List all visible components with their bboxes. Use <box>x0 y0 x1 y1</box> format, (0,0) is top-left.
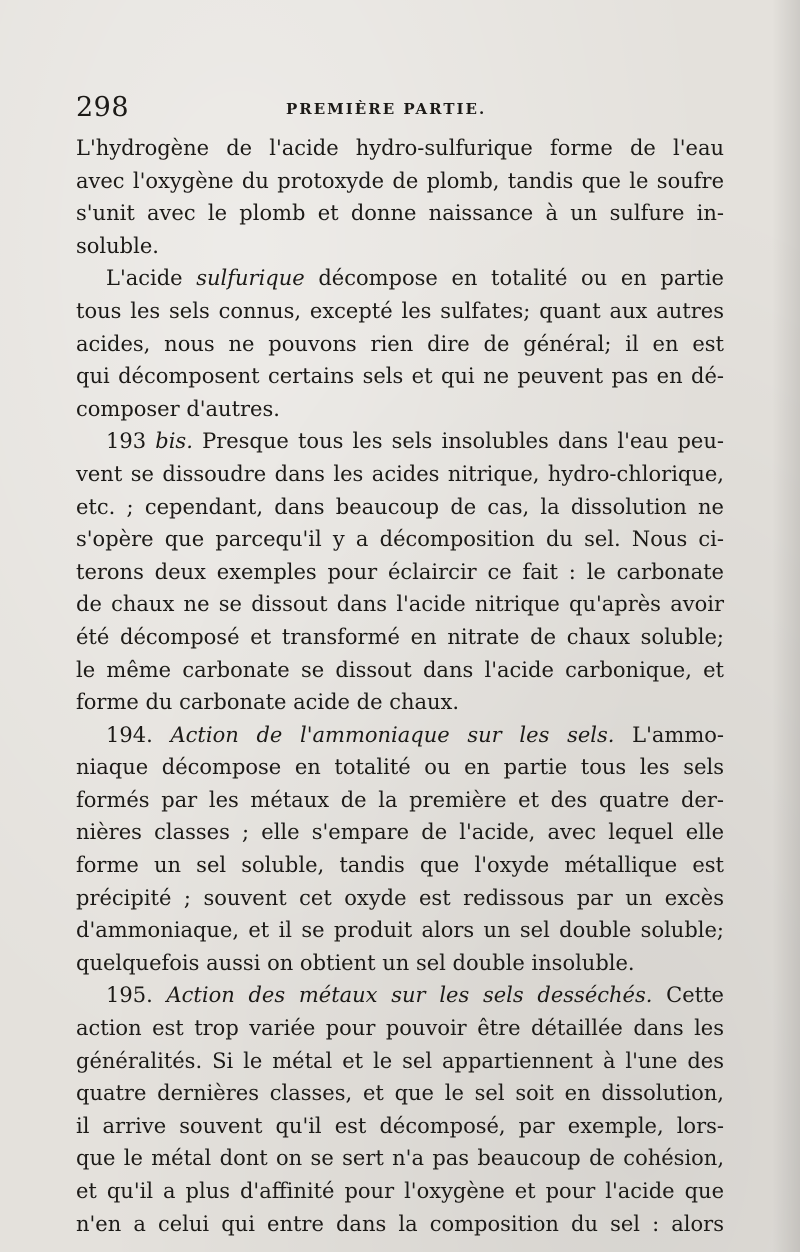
text-line: précipité ; souvent cet oxyde est redissous par un excès <box>76 885 724 910</box>
text-line: quelquefois aussi on obtient un sel double insoluble. <box>76 950 635 975</box>
text-line: d'ammoniaque, et il se produit alors un sel double soluble; <box>76 918 724 943</box>
text-line: forme un sel soluble, tandis que l'oxyde métallique est <box>76 853 724 878</box>
text-line: etc. ; cependant, dans beaucoup de cas, la dissolution ne <box>76 494 724 519</box>
text-line: le même carbonate se dissout dans l'acide carbonique, et <box>76 657 724 682</box>
text-line: formés par les métaux de la première et des quatre der- <box>76 787 724 812</box>
text-line: de chaux ne se dissout dans l'acide nitrique qu'après avoir <box>76 592 724 617</box>
text-line <box>76 719 724 752</box>
text-line: quatre dernières classes, et que le sel soit en dissolution, <box>76 1081 724 1106</box>
text-line: et qu'il a plus d'affinité pour l'oxygène et pour l'acide que <box>76 1179 724 1203</box>
text-line <box>76 979 724 1012</box>
body-text <box>76 132 724 1240</box>
text-line: composer d'autres. <box>76 396 280 421</box>
text-run: décompose en totalité ou en partie <box>318 266 724 291</box>
text-line: nières classes ; elle s'empare de l'acide, avec lequel elle <box>76 820 724 845</box>
section-number: 193 <box>106 429 147 454</box>
text-line: vent se dissoudre dans les acides nitrique, hydro-chlorique, <box>76 461 724 486</box>
running-head: PREMIÈRE PARTIE. <box>286 100 487 118</box>
section-number: 194. <box>106 722 153 747</box>
section-title: Action de l'ammoniaque sur les sels. <box>170 722 615 747</box>
page-header <box>76 92 724 128</box>
text-line: n'en a celui qui entre dans la composition du sel : alors <box>76 1211 724 1236</box>
text-line: s'opère que parcequ'il y a décomposition du sel. Nous ci- <box>76 527 724 552</box>
text-run: L'ammo- <box>632 722 724 747</box>
section-title: Action des métaux sur les sels desséchés. <box>166 983 653 1008</box>
page-number: 298 <box>76 92 130 123</box>
text-line: avec l'oxygène du protoxyde de plomb, tandis que le soufre <box>76 168 724 193</box>
text-line: été décomposé et transformé en nitrate de chaux soluble; <box>76 624 724 649</box>
text-line: L'hydrogène de l'acide hydro-sulfurique forme de l'eau <box>76 136 724 160</box>
text-line: soluble. <box>76 233 159 258</box>
text-line: que le métal dont on se sert n'a pas beaucoup de cohésion, <box>76 1146 724 1171</box>
text-line: tous les sels connus, excepté les sulfates; quant aux autres <box>76 298 724 323</box>
section-number: 195. <box>106 983 153 1008</box>
text-line: qui décomposent certains sels et qui ne peuvent pas en dé- <box>76 364 724 389</box>
text-run: Cette <box>666 983 724 1008</box>
page-edge-shadow <box>772 0 800 1252</box>
italic-term: sulfurique <box>196 266 305 291</box>
text-line: niaque décompose en totalité ou en partie tous les sels <box>76 755 724 780</box>
text-line: forme du carbonate acide de chaux. <box>76 690 460 715</box>
text-line: terons deux exemples pour éclaircir ce fait : le carbonate <box>76 559 724 584</box>
text-line <box>76 262 724 295</box>
text-line: s'unit avec le plomb et donne naissance à un sulfure in- <box>76 201 724 226</box>
text-line: acides, nous ne pouvons rien dire de général; il en est <box>76 331 724 356</box>
italic-term: bis. <box>155 429 193 454</box>
text-line: action est trop variée pour pouvoir être détaillée dans les <box>76 1016 724 1041</box>
text-run: Presque tous les sels insolubles dans l'eau peu- <box>202 429 724 454</box>
text-line <box>76 425 724 458</box>
text-run: L'acide <box>106 266 183 291</box>
text-line: généralités. Si le métal et le sel appartiennent à l'une des <box>76 1048 724 1073</box>
text-line: il arrive souvent qu'il est décomposé, par exemple, lors- <box>76 1113 724 1138</box>
